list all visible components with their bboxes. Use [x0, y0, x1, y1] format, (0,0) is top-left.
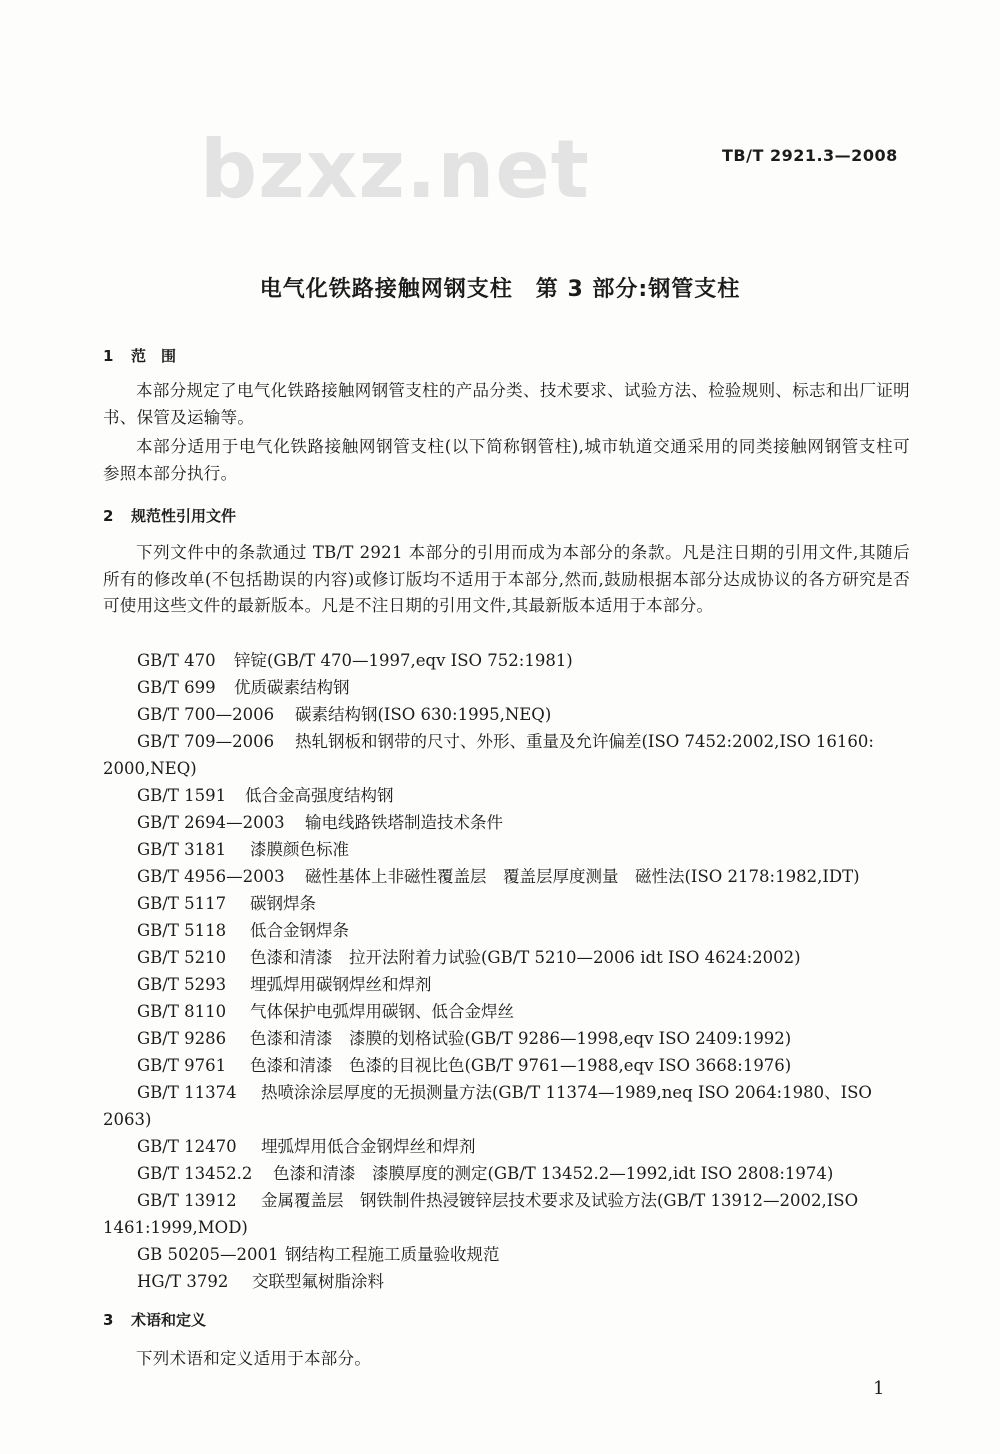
reference-code: GB/T 5210	[137, 948, 227, 967]
section-2-heading	[103, 503, 236, 530]
reference-item	[137, 945, 801, 972]
section-number: 3	[103, 1311, 114, 1329]
reference-title: 漆膜颜色标准	[250, 840, 349, 859]
reference-item	[137, 1161, 833, 1188]
section-title: 范 围	[131, 347, 177, 365]
reference-title: 磁性基体上非磁性覆盖层 覆盖层厚度测量 磁性法(ISO 2178:1982,IDT)	[305, 867, 860, 886]
section-2-paragraph-1: 下列文件中的条款通过 TB/T 2921 本部分的引用而成为本部分的条款。凡是注日期的引用文件,其随后所有的修改单(不包括勘误的内容)或修订版均不适用于本部分,然而,鼓励根据本部分达成协议的各方研究是否可使用这些文件的最新版本。凡是不注日期的引用文件,其最新版本适用于本部分。	[103, 543, 910, 616]
reference-title: 埋弧焊用低合金钢焊丝和焊剂	[261, 1137, 476, 1156]
reference-code: GB/T 5293	[137, 975, 227, 994]
reference-code: GB/T 13452.2	[137, 1164, 253, 1183]
reference-code: GB/T 699	[137, 678, 216, 697]
reference-item	[137, 891, 316, 918]
reference-title: 输电线路铁塔制造技术条件	[305, 813, 503, 832]
reference-title: 碳钢焊条	[250, 894, 316, 913]
section-number: 1	[103, 347, 114, 365]
reference-title: 色漆和清漆 漆膜的划格试验(GB/T 9286—1998,eqv ISO 2409:1992)	[250, 1029, 792, 1048]
reference-title: 热喷涂涂层厚度的无损测量方法(GB/T 11374—1989,neq ISO 2064:1980、ISO	[261, 1083, 872, 1102]
reference-title: 锌锭(GB/T 470—1997,eqv ISO 752:1981)	[234, 651, 573, 670]
reference-title: 碳素结构钢(ISO 630:1995,NEQ)	[295, 705, 552, 724]
reference-code: GB/T 11374	[137, 1083, 237, 1102]
reference-item	[137, 864, 860, 891]
reference-continuation: 2063)	[103, 1110, 152, 1129]
section-number: 2	[103, 507, 114, 525]
reference-title: 色漆和清漆 色漆的目视比色(GB/T 9761—1988,eqv ISO 3668:1976)	[250, 1056, 792, 1075]
reference-title: 气体保护电弧焊用碳钢、低合金焊丝	[250, 1002, 514, 1021]
section-1-paragraph-1: 本部分规定了电气化铁路接触网钢管支柱的产品分类、技术要求、试验方法、检验规则、标志和出厂证明书、保管及运输等。	[103, 381, 910, 427]
reference-continuation: 1461:1999,MOD)	[103, 1218, 248, 1237]
section-3-paragraph-1: 下列术语和定义适用于本部分。	[136, 1349, 372, 1368]
reference-code: GB/T 5118	[137, 921, 227, 940]
reference-item	[137, 1080, 872, 1107]
reference-code: GB/T 4956—2003	[137, 867, 285, 886]
reference-item	[137, 1134, 476, 1161]
reference-item	[137, 999, 514, 1026]
reference-continuation: 2000,NEQ)	[103, 759, 197, 778]
reference-title: 低合金钢焊条	[250, 921, 349, 940]
reference-code: GB/T 5117	[137, 894, 227, 913]
reference-code: HG/T 3792	[137, 1272, 229, 1291]
section-title: 术语和定义	[131, 1311, 207, 1329]
reference-title: 埋弧焊用碳钢焊丝和焊剂	[250, 975, 432, 994]
reference-code: GB/T 470	[137, 651, 216, 670]
reference-title: 交联型氟树脂涂料	[252, 1272, 384, 1291]
reference-title: 金属覆盖层 钢铁制件热浸镀锌层技术要求及试验方法(GB/T 13912—2002,ISO	[261, 1191, 859, 1210]
reference-title: 色漆和清漆 拉开法附着力试验(GB/T 5210—2006 idt ISO 4624:2002)	[250, 948, 801, 967]
reference-code: GB/T 2694—2003	[137, 813, 285, 832]
reference-item	[137, 1269, 384, 1296]
section-3-heading	[103, 1307, 206, 1334]
section-title: 规范性引用文件	[131, 507, 237, 525]
watermark: bzxz.net	[200, 123, 590, 216]
reference-item	[137, 648, 573, 675]
reference-code: GB/T 3181	[137, 840, 227, 859]
section-1-paragraph-2: 本部分适用于电气化铁路接触网钢管支柱(以下简称钢管柱),城市轨道交通采用的同类接触网钢管支柱可参照本部分执行。	[103, 437, 910, 483]
reference-item	[137, 783, 394, 810]
reference-item	[137, 918, 349, 945]
reference-item	[137, 1188, 858, 1215]
reference-title: 钢结构工程施工质量验收规范	[285, 1245, 500, 1264]
reference-item	[137, 1242, 500, 1269]
standard-code: TB/T 2921.3—2008	[722, 146, 898, 165]
reference-item	[137, 702, 551, 729]
reference-code: GB/T 13912	[137, 1191, 237, 1210]
reference-title: 优质碳素结构钢	[234, 678, 350, 697]
reference-code: GB/T 12470	[137, 1137, 237, 1156]
reference-item	[137, 1026, 791, 1053]
document-title: 电气化铁路接触网钢支柱 第 3 部分:钢管支柱	[259, 277, 741, 302]
page-number: 1	[873, 1378, 885, 1399]
reference-item	[137, 810, 503, 837]
reference-title: 低合金高强度结构钢	[245, 786, 394, 805]
reference-item	[137, 675, 350, 702]
reference-code: GB/T 9761	[137, 1056, 227, 1075]
reference-code: GB/T 8110	[137, 1002, 227, 1021]
reference-code: GB/T 9286	[137, 1029, 227, 1048]
reference-title: 色漆和清漆 漆膜厚度的测定(GB/T 13452.2—1992,idt ISO 2808:1974)	[273, 1164, 834, 1183]
section-1-heading	[103, 343, 176, 370]
reference-item	[137, 729, 874, 756]
reference-item	[137, 837, 349, 864]
reference-item	[137, 1053, 791, 1080]
reference-code: GB 50205—2001	[137, 1245, 279, 1264]
reference-code: GB/T 1591	[137, 786, 227, 805]
reference-code: GB/T 700—2006	[137, 705, 275, 724]
reference-title: 热轧钢板和钢带的尺寸、外形、重量及允许偏差(ISO 7452:2002,ISO 16160:	[295, 732, 874, 751]
reference-item	[137, 972, 432, 999]
reference-code: GB/T 709—2006	[137, 732, 275, 751]
